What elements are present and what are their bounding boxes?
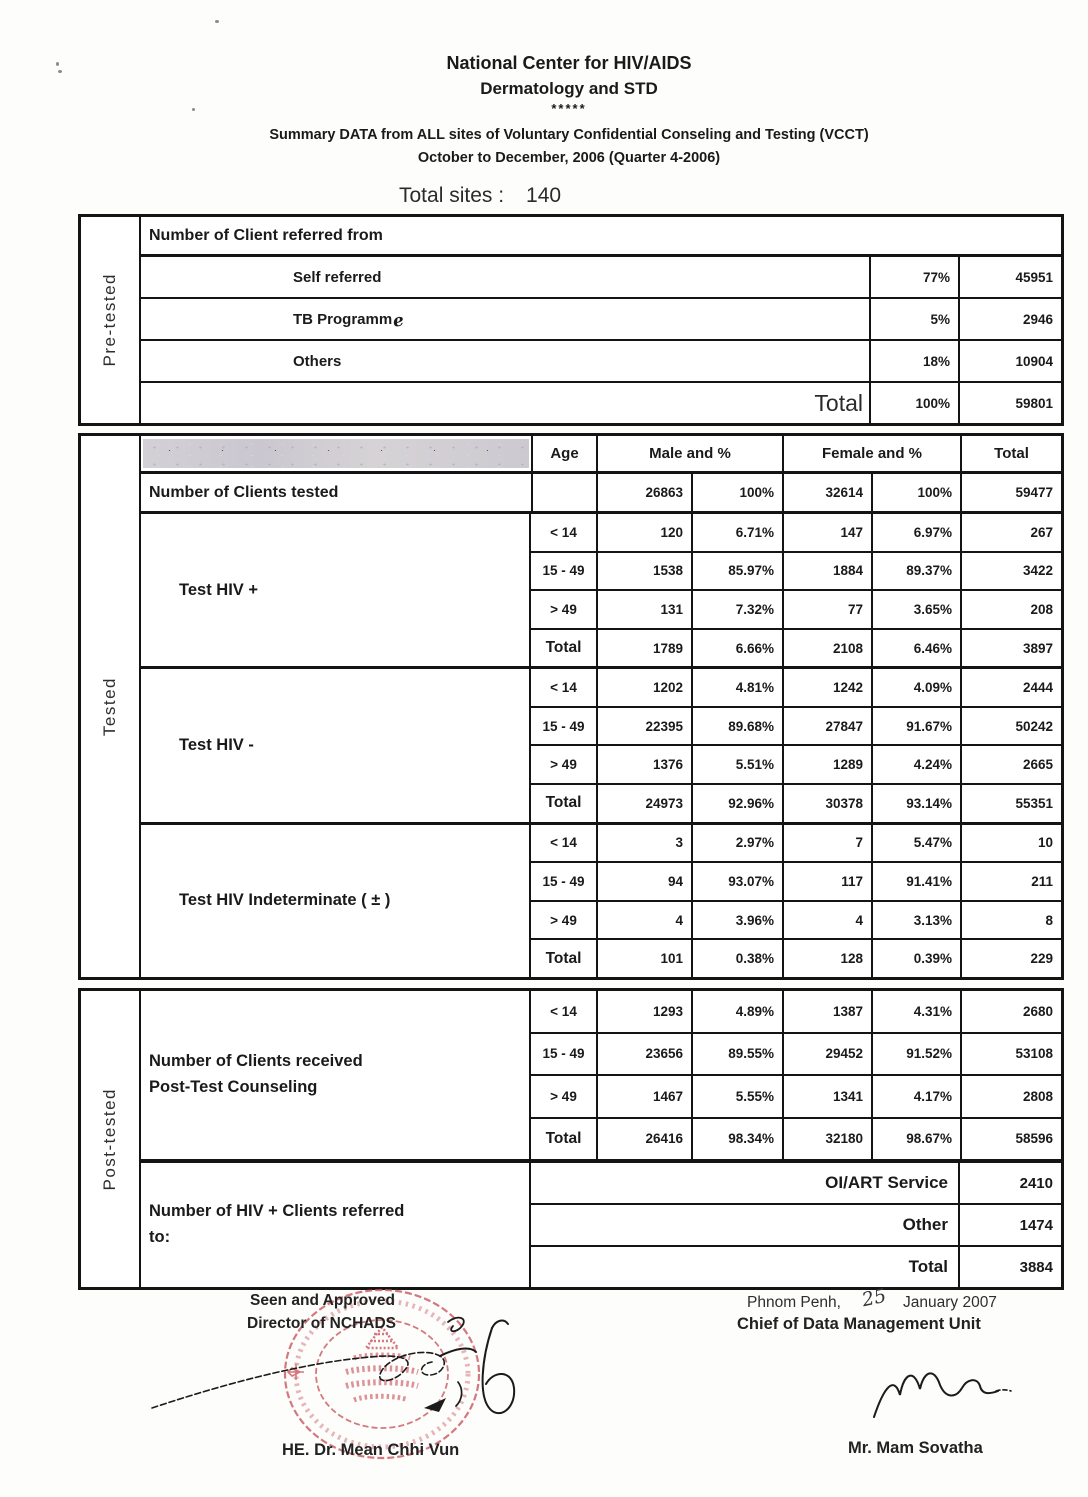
referral-count-cell: 45951 bbox=[958, 257, 1061, 297]
total-count-cell: 211 bbox=[960, 863, 1061, 900]
male-pct-cell: 93.07% bbox=[691, 863, 782, 900]
table-row bbox=[531, 589, 1061, 628]
table-row-total bbox=[531, 938, 1061, 977]
total-count-cell: 10 bbox=[960, 825, 1061, 862]
total-count-cell: 2665 bbox=[960, 746, 1061, 783]
col-header-age: Age bbox=[531, 436, 596, 471]
female-count-cell: 2108 bbox=[782, 630, 871, 667]
male-count-cell: 26863 bbox=[596, 474, 691, 511]
referred-label-line2: to: bbox=[149, 1228, 171, 1246]
male-count-cell: 94 bbox=[596, 863, 691, 900]
referral-count-cell: 10904 bbox=[958, 341, 1061, 381]
counseling-label-line2: Post-Test Counseling bbox=[149, 1078, 318, 1096]
table-row-total bbox=[531, 1245, 1061, 1287]
female-count-cell: 1242 bbox=[782, 669, 871, 706]
table-row bbox=[531, 706, 1061, 745]
seen-approved-line: Seen and Approved bbox=[250, 1292, 395, 1309]
whiteout-smudge bbox=[143, 439, 529, 468]
counseling-label bbox=[141, 991, 531, 1159]
chief-name: Mr. Mam Sovatha bbox=[848, 1439, 983, 1457]
test-hiv-indeterminate-group bbox=[141, 822, 1061, 977]
female-count-cell: 4 bbox=[782, 902, 871, 939]
age-total-cell: Total bbox=[545, 1129, 582, 1147]
age-cell: < 14 bbox=[550, 524, 577, 540]
female-pct-cell: 4.24% bbox=[871, 746, 960, 783]
female-count-cell: 29452 bbox=[782, 1034, 871, 1075]
age-cell: 15 - 49 bbox=[542, 563, 585, 579]
director-name: HE. Dr. Mean Chhi Vun bbox=[282, 1441, 460, 1459]
table-row bbox=[531, 900, 1061, 939]
referred-total-label: Total bbox=[908, 1257, 948, 1276]
female-count-cell: 147 bbox=[782, 514, 871, 551]
clients-tested-label: Number of Clients tested bbox=[149, 483, 339, 501]
tested-table bbox=[78, 433, 1064, 980]
referral-pct-cell: 18% bbox=[869, 341, 958, 381]
pre-tested-section-header: Number of Client referred from bbox=[141, 217, 1061, 257]
referred-label-line1: Number of HIV + Clients referred bbox=[149, 1202, 405, 1221]
scan-speck bbox=[215, 20, 219, 23]
male-pct-cell: 5.51% bbox=[691, 746, 782, 783]
total-sites-value: 140 bbox=[526, 184, 562, 207]
col-header-male: Male and % bbox=[596, 436, 782, 471]
total-sites-line bbox=[399, 184, 561, 208]
referred-count-cell: 1474 bbox=[958, 1205, 1061, 1245]
female-count-cell: 27847 bbox=[782, 708, 871, 745]
table-row bbox=[531, 991, 1061, 1032]
male-count-cell: 1789 bbox=[596, 630, 691, 667]
female-count-cell: 30378 bbox=[782, 785, 871, 822]
divider-stars: ***** bbox=[551, 101, 587, 116]
female-pct-cell: 93.14% bbox=[871, 785, 960, 822]
table-row-total bbox=[531, 628, 1061, 667]
handwritten-day: 25 bbox=[859, 1284, 889, 1312]
table-row bbox=[531, 1032, 1061, 1075]
female-pct-cell: 91.67% bbox=[871, 708, 960, 745]
total-count-cell: 208 bbox=[960, 591, 1061, 628]
female-count-cell: 1387 bbox=[782, 991, 871, 1032]
chief-title: Chief of Data Management Unit bbox=[737, 1315, 981, 1333]
female-pct-cell: 0.39% bbox=[871, 940, 960, 977]
total-count-cell: 2680 bbox=[960, 991, 1061, 1032]
group-label: Test HIV + bbox=[141, 514, 531, 666]
age-cell: < 14 bbox=[550, 835, 577, 851]
pre-tested-total-label: Total bbox=[814, 389, 863, 416]
pre-tested-total-pct: 100% bbox=[869, 383, 958, 423]
empty-age-cell bbox=[531, 474, 596, 511]
total-count-cell: 50242 bbox=[960, 708, 1061, 745]
summary-title-line2: October to December, 2006 (Quarter 4-2006) bbox=[417, 150, 721, 166]
age-cell: < 14 bbox=[550, 680, 577, 696]
total-count-cell: 2808 bbox=[960, 1076, 1061, 1117]
female-pct-cell: 91.41% bbox=[871, 863, 960, 900]
org-title-line1: National Center for HIV/AIDS bbox=[446, 53, 692, 73]
table-row bbox=[531, 514, 1061, 551]
female-pct-cell: 3.13% bbox=[871, 902, 960, 939]
org-title-line2: Dermatology and STD bbox=[480, 79, 658, 98]
total-count-cell: 58596 bbox=[960, 1119, 1061, 1160]
table-row bbox=[531, 1074, 1061, 1117]
pre-tested-table bbox=[78, 214, 1064, 426]
age-total-cell: Total bbox=[545, 949, 582, 967]
male-count-cell: 1293 bbox=[596, 991, 691, 1032]
female-count-cell: 117 bbox=[782, 863, 871, 900]
total-count-cell: 8 bbox=[960, 902, 1061, 939]
test-hiv-positive-group bbox=[141, 514, 1061, 666]
referred-service-label: OI/ART Service bbox=[825, 1173, 948, 1192]
group-label: Test HIV - bbox=[141, 669, 531, 821]
referral-source-label: Self referred bbox=[293, 268, 382, 286]
table-row-total bbox=[531, 783, 1061, 822]
male-pct-cell: 7.32% bbox=[691, 591, 782, 628]
referral-pct-cell: 77% bbox=[869, 257, 958, 297]
male-pct-cell: 100% bbox=[691, 474, 782, 511]
referral-pct-cell: 5% bbox=[869, 299, 958, 339]
table-row bbox=[531, 1163, 1061, 1203]
male-count-cell: 24973 bbox=[596, 785, 691, 822]
table-row bbox=[531, 744, 1061, 783]
summary-title-line1: Summary DATA from ALL sites of Voluntary Confidential Conseling and Testing (VCCT) bbox=[269, 127, 869, 143]
age-cell: > 49 bbox=[550, 757, 577, 773]
referral-source-label: Others bbox=[293, 352, 342, 370]
male-pct-cell: 4.89% bbox=[691, 991, 782, 1032]
test-hiv-negative-group bbox=[141, 666, 1061, 821]
table-row bbox=[531, 551, 1061, 590]
female-pct-cell: 4.17% bbox=[871, 1076, 960, 1117]
age-total-cell: Total bbox=[545, 639, 582, 657]
director-line: Director of NCHADS bbox=[247, 1315, 396, 1332]
age-total-cell: Total bbox=[545, 794, 582, 812]
age-cell: 15 - 49 bbox=[542, 874, 585, 890]
female-pct-cell: 5.47% bbox=[871, 825, 960, 862]
counseling-label-line1: Number of Clients received bbox=[149, 1052, 363, 1071]
pre-tested-side-label-cell bbox=[81, 217, 141, 423]
post-tested-side-label: Post-tested bbox=[100, 1087, 119, 1191]
male-count-cell: 131 bbox=[596, 591, 691, 628]
col-header-female: Female and % bbox=[782, 436, 960, 471]
whiteout-smudge-cell bbox=[141, 436, 531, 471]
male-pct-cell: 89.68% bbox=[691, 708, 782, 745]
table-row bbox=[141, 257, 1061, 297]
male-count-cell: 1376 bbox=[596, 746, 691, 783]
table-row bbox=[531, 1203, 1061, 1245]
female-count-cell: 128 bbox=[782, 940, 871, 977]
male-pct-cell: 5.55% bbox=[691, 1076, 782, 1117]
total-count-cell: 53108 bbox=[960, 1034, 1061, 1075]
male-pct-cell: 89.55% bbox=[691, 1034, 782, 1075]
table-row-total bbox=[531, 1117, 1061, 1160]
male-pct-cell: 4.81% bbox=[691, 669, 782, 706]
table-row bbox=[531, 861, 1061, 900]
total-count-cell: 229 bbox=[960, 940, 1061, 977]
female-pct-cell: 4.31% bbox=[871, 991, 960, 1032]
age-cell: > 49 bbox=[550, 912, 577, 928]
col-header-total: Total bbox=[960, 436, 1061, 471]
male-count-cell: 120 bbox=[596, 514, 691, 551]
female-pct-cell: 6.97% bbox=[871, 514, 960, 551]
date-label: January 2007 bbox=[903, 1294, 997, 1311]
male-count-cell: 26416 bbox=[596, 1119, 691, 1160]
place-label: Phnom Penh, bbox=[747, 1294, 841, 1311]
total-count-cell: 59477 bbox=[960, 474, 1061, 511]
female-count-cell: 32614 bbox=[782, 474, 871, 511]
post-tested-table bbox=[78, 988, 1064, 1290]
age-cell: < 14 bbox=[550, 1003, 577, 1019]
male-count-cell: 3 bbox=[596, 825, 691, 862]
table-row bbox=[141, 339, 1061, 381]
age-cell: 15 - 49 bbox=[542, 1046, 585, 1062]
male-count-cell: 101 bbox=[596, 940, 691, 977]
female-count-cell: 32180 bbox=[782, 1119, 871, 1160]
male-pct-cell: 98.34% bbox=[691, 1119, 782, 1160]
total-count-cell: 55351 bbox=[960, 785, 1061, 822]
post-test-counseling-group bbox=[141, 991, 1061, 1159]
age-cell: > 49 bbox=[550, 1088, 577, 1104]
handwritten-letter: e bbox=[391, 310, 406, 332]
female-count-cell: 1289 bbox=[782, 746, 871, 783]
female-pct-cell: 98.67% bbox=[871, 1119, 960, 1160]
referral-source-label-text: TB Programm bbox=[293, 310, 393, 328]
tested-header-row bbox=[141, 436, 1061, 474]
pre-tested-total-count: 59801 bbox=[958, 383, 1061, 423]
referral-count-cell: 2946 bbox=[958, 299, 1061, 339]
chief-signature bbox=[868, 1363, 1013, 1425]
male-pct-cell: 6.66% bbox=[691, 630, 782, 667]
group-label: Test HIV Indeterminate ( ± ) bbox=[141, 825, 531, 977]
male-pct-cell: 6.71% bbox=[691, 514, 782, 551]
female-count-cell: 7 bbox=[782, 825, 871, 862]
table-row bbox=[531, 669, 1061, 706]
hiv-positive-referred-group bbox=[141, 1159, 1061, 1287]
age-cell: 15 - 49 bbox=[542, 718, 585, 734]
female-pct-cell: 100% bbox=[871, 474, 960, 511]
female-pct-cell: 91.52% bbox=[871, 1034, 960, 1075]
male-pct-cell: 0.38% bbox=[691, 940, 782, 977]
pre-tested-side-label: Pre-tested bbox=[100, 273, 119, 367]
total-sites-label: Total sites : bbox=[399, 184, 505, 207]
female-pct-cell: 89.37% bbox=[871, 553, 960, 590]
male-count-cell: 1202 bbox=[596, 669, 691, 706]
table-row-total bbox=[141, 381, 1061, 423]
referred-count-cell: 2410 bbox=[958, 1163, 1061, 1203]
male-count-cell: 23656 bbox=[596, 1034, 691, 1075]
director-signature bbox=[140, 1312, 550, 1452]
female-count-cell: 1884 bbox=[782, 553, 871, 590]
male-pct-cell: 2.97% bbox=[691, 825, 782, 862]
male-count-cell: 1467 bbox=[596, 1076, 691, 1117]
male-pct-cell: 92.96% bbox=[691, 785, 782, 822]
tested-side-label: Tested bbox=[100, 676, 119, 737]
post-tested-side-label-cell bbox=[81, 991, 141, 1287]
female-count-cell: 77 bbox=[782, 591, 871, 628]
table-row bbox=[141, 297, 1061, 339]
total-count-cell: 3422 bbox=[960, 553, 1061, 590]
male-count-cell: 4 bbox=[596, 902, 691, 939]
female-pct-cell: 3.65% bbox=[871, 591, 960, 628]
referral-source-label bbox=[141, 299, 869, 339]
referred-total-count: 3884 bbox=[958, 1247, 1061, 1287]
female-count-cell: 1341 bbox=[782, 1076, 871, 1117]
referred-label bbox=[141, 1163, 531, 1287]
total-count-cell: 3897 bbox=[960, 630, 1061, 667]
tested-side-label-cell bbox=[81, 436, 141, 977]
referred-service-label: Other bbox=[902, 1215, 948, 1234]
total-count-cell: 267 bbox=[960, 514, 1061, 551]
male-count-cell: 1538 bbox=[596, 553, 691, 590]
female-pct-cell: 6.46% bbox=[871, 630, 960, 667]
age-cell: > 49 bbox=[550, 601, 577, 617]
male-pct-cell: 3.96% bbox=[691, 902, 782, 939]
male-pct-cell: 85.97% bbox=[691, 553, 782, 590]
total-count-cell: 2444 bbox=[960, 669, 1061, 706]
female-pct-cell: 4.09% bbox=[871, 669, 960, 706]
male-count-cell: 22395 bbox=[596, 708, 691, 745]
clients-tested-row bbox=[141, 474, 1061, 514]
table-row bbox=[531, 825, 1061, 862]
